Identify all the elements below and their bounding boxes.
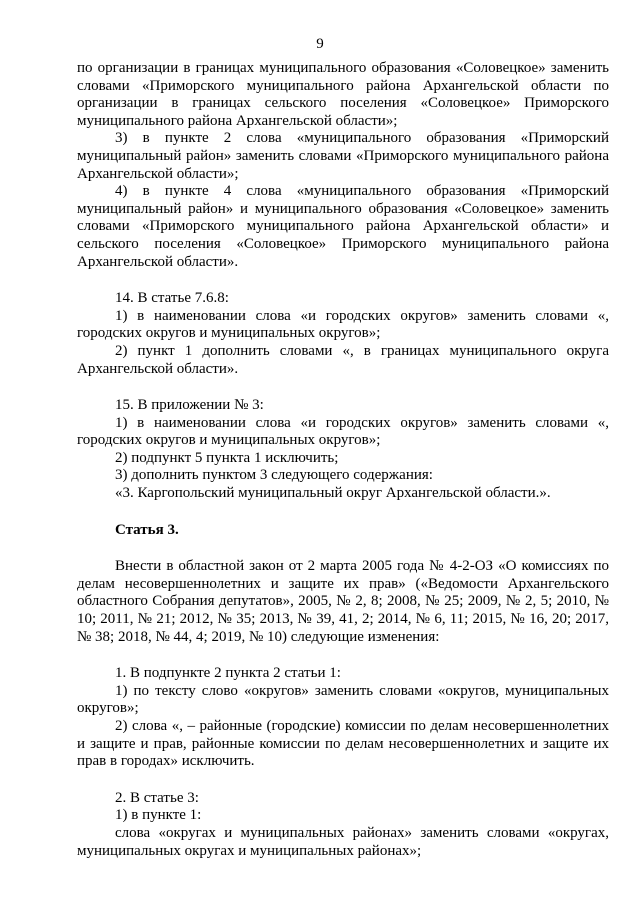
paragraph: 1) в пункте 1: — [115, 807, 202, 824]
paragraph: 2) подпункт 5 пункта 1 исключить; — [115, 449, 339, 466]
paragraph: по организации в границах муниципального образования «Соловецкое» заменить словами «Приморского муниципального района Архангельской области по организации в границах сельского поселения «Соловецкое» Приморского муниципального района Архангельской области»; — [77, 60, 609, 129]
paragraph: 1) в наименовании слова «и городских округов» заменить словами «, городских округов и муниципальных округов»; — [77, 307, 609, 342]
paragraph: 2) пункт 1 дополнить словами «, в границах муниципального округа Архангельской области». — [77, 342, 609, 377]
page-number: 9 — [316, 36, 324, 52]
paragraph: 4) в пункте 4 слова «муниципального образования «Приморский муниципальный район» и муниципального образования «Соловецкое» заменить словами «Приморского муниципального района Архангельской области» и сельского поселения «Соловецкое» Приморского муниципального района Архангельской области». — [77, 183, 609, 270]
paragraph: 3) дополнить пунктом 3 следующего содержания: — [115, 467, 433, 484]
paragraph: Внести в областной закон от 2 марта 2005 года № 4-2-ОЗ «О комиссиях по делам несовершеннолетних и защите их прав» («Ведомости Архангельского областного Собрания депутатов», 2005, № 2, 8; 2008, № 25; 2009, № 2, 5; 2010, № 10; 2011, № 21; 2012, № 35; 2013, № 39, 41, 2; 2014, № 6, 11; 2015, № 16, 20; 2017, № 38; 2018, № 44, 4; 2019, № 10) следующие изменения: — [77, 558, 609, 645]
document-body — [77, 60, 609, 860]
paragraph: 2. В статье 3: — [115, 789, 199, 806]
paragraph: 14. В статье 7.6.8: — [115, 290, 229, 307]
article-heading: Статья 3. — [115, 521, 179, 538]
paragraph: 1. В подпункте 2 пункта 2 статьи 1: — [115, 665, 341, 682]
paragraph: 1) по тексту слово «округов» заменить словами «округов, муниципальных округов»; — [77, 682, 609, 717]
paragraph: 3) в пункте 2 слова «муниципального образования «Приморский муниципальный район» заменить словами «Приморского муниципального района Архангельской области»; — [77, 130, 609, 182]
paragraph: «3. Каргопольский муниципальный округ Архангельской области.». — [115, 485, 551, 502]
paragraph: 2) слова «, – районные (городские) комиссии по делам несовершеннолетних и защите и прав, районные комиссии по делам несовершеннолетних и защите их прав в городах» исключить. — [77, 718, 609, 770]
paragraph: 15. В приложении № 3: — [115, 397, 264, 414]
paragraph: 1) в наименовании слова «и городских округов» заменить словами «, городских округов и муниципальных округов»; — [77, 414, 609, 449]
paragraph: слова «округах и муниципальных районах» заменить словами «округах, муниципальных округах и муниципальных районах»; — [77, 824, 609, 859]
